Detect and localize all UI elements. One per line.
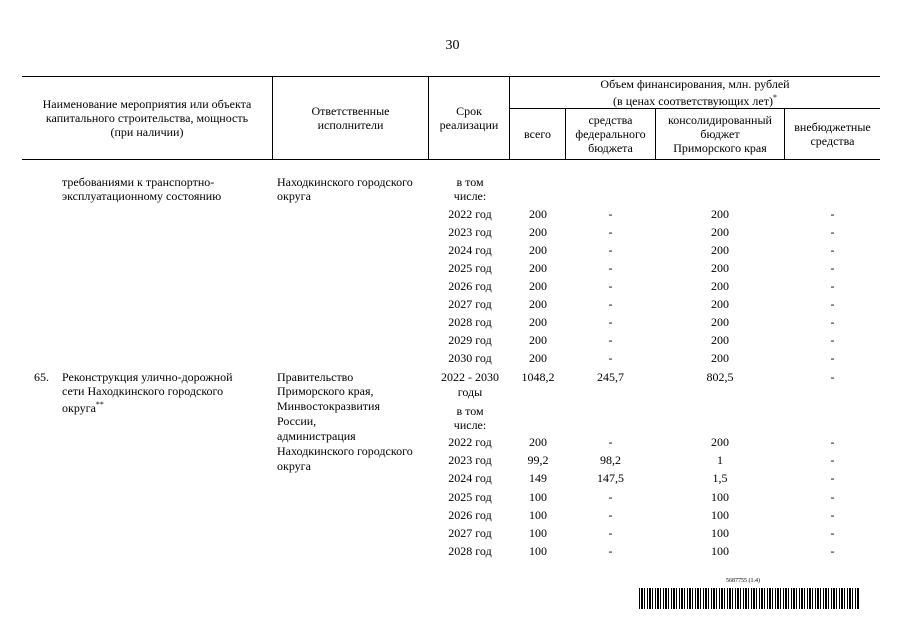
row-year-cell: 2029 год xyxy=(448,333,492,347)
row-extra-cell: - xyxy=(830,279,835,293)
row-regional-cell: 200 xyxy=(711,333,729,347)
header-term: Срок реализации xyxy=(439,104,499,132)
block1-name-line: эксплуатационному состоянию xyxy=(62,189,222,203)
row-regional-cell: 200 xyxy=(711,243,729,257)
block2-summary-federal: 245,7 xyxy=(597,370,624,384)
row-year-cell: 2025 год xyxy=(448,261,492,275)
row-total-cell: 200 xyxy=(529,315,547,329)
block2-responsible-line: округа xyxy=(277,459,311,473)
row-extra-cell: - xyxy=(830,453,835,468)
row-federal-cell: 98,2 xyxy=(600,453,621,468)
row-total-cell: 200 xyxy=(529,435,547,449)
row-federal-cell: - xyxy=(608,315,613,329)
row-federal-cell: 147,5 xyxy=(597,471,624,486)
row-extra-cell: - xyxy=(830,243,835,257)
row-total-cell: 149 xyxy=(529,471,547,486)
row-regional-cell: 1,5 xyxy=(712,471,728,486)
row-year-cell: 2027 год xyxy=(448,526,492,540)
header-federal: средства федерального бюджета xyxy=(575,113,646,155)
block1-responsible-line: округа xyxy=(277,189,311,203)
row-regional-cell: 100 xyxy=(711,526,729,540)
row-regional-cell: 200 xyxy=(711,279,729,293)
block1-name-line: требованиями к транспортно- xyxy=(62,175,215,189)
row-year-cell: 2023 год xyxy=(448,225,492,239)
row-regional-cell: 200 xyxy=(711,351,729,365)
row-total-cell: 100 xyxy=(529,544,547,559)
row-year-cell: 2024 год xyxy=(448,243,492,257)
block2-responsible-line: администрация xyxy=(277,429,356,443)
row-regional-cell: 200 xyxy=(711,225,729,239)
row-extra-cell: - xyxy=(830,315,835,329)
row-extra-cell: - xyxy=(830,225,835,239)
block2-summary-extrabudget: - xyxy=(830,370,835,384)
row-federal-cell: - xyxy=(608,489,613,504)
row-extra-cell: - xyxy=(830,435,835,449)
row-federal-cell: - xyxy=(608,225,613,239)
row-extra-cell: - xyxy=(830,544,835,559)
row-extra-cell: - xyxy=(830,351,835,365)
block2-responsible-line: Приморского края, xyxy=(277,384,374,398)
header-responsible: Ответственные исполнители xyxy=(311,104,390,132)
row-year-cell: 2024 год xyxy=(448,471,492,486)
row-federal-cell: - xyxy=(608,435,613,449)
row-total-cell: 200 xyxy=(529,351,547,365)
block2-including: числе: xyxy=(453,418,487,432)
row-federal-cell: - xyxy=(608,297,613,311)
row-extra-cell: - xyxy=(830,207,835,221)
row-regional-cell: 1 xyxy=(717,453,723,468)
block2-name-line: округа** xyxy=(62,400,104,415)
row-extra-cell: - xyxy=(830,489,835,504)
block2-name-line: сети Находкинского городского xyxy=(62,384,224,398)
row-extra-cell: - xyxy=(830,297,835,311)
block1-including: в том xyxy=(456,175,484,189)
row-federal-cell: - xyxy=(608,507,613,522)
block2-name-line: Реконструкция улично-дорожной xyxy=(62,370,233,384)
row-extra-cell: - xyxy=(830,507,835,522)
block1-including: числе: xyxy=(453,189,487,203)
block2-summary-total: 1048,2 xyxy=(521,370,555,384)
header-financing: Объем финансирования, млн. рублей (в ценах соответствующих лет)* xyxy=(600,77,790,108)
row-federal-cell: - xyxy=(608,243,613,257)
row-total-cell: 200 xyxy=(529,243,547,257)
row-regional-cell: 200 xyxy=(711,435,729,449)
block2-summary-regional: 802,5 xyxy=(706,370,734,384)
row-extra-cell: - xyxy=(830,526,835,540)
block2-responsible-line: Минвостокразвития xyxy=(277,399,380,413)
row-total-cell: 200 xyxy=(529,207,547,221)
row-year-cell: 2022 год xyxy=(448,207,492,221)
block2-responsible-line: России, xyxy=(277,414,317,428)
row-total-cell: 200 xyxy=(529,333,547,347)
row-year-cell: 2023 год xyxy=(448,453,492,468)
block2-including: в том xyxy=(456,404,484,418)
page-number: 30 xyxy=(445,38,460,53)
barcode xyxy=(639,588,859,609)
row-federal-cell: - xyxy=(608,351,613,365)
row-extra-cell: - xyxy=(830,261,835,275)
block2-period: 2022 - 2030 xyxy=(441,370,499,384)
header-extrabudget: внебюджетные средства xyxy=(794,120,871,148)
row-total-cell: 200 xyxy=(529,279,547,293)
row-year-cell: 2026 год xyxy=(448,507,492,522)
row-federal-cell: - xyxy=(608,207,613,221)
row-year-cell: 2022 год xyxy=(448,435,492,449)
item-number: 65. xyxy=(34,370,49,384)
row-regional-cell: 100 xyxy=(711,489,729,504)
block2-responsible-line: Правительство xyxy=(277,370,354,384)
header-regional: консолидированный бюджет Приморского края xyxy=(668,113,772,155)
barcode-number: 5687755 (1.4) xyxy=(726,578,760,584)
row-regional-cell: 200 xyxy=(711,315,729,329)
header-name: Наименование мероприятия или объекта капитального строительства, мощность (при наличии) xyxy=(42,97,252,139)
block2-period: годы xyxy=(457,385,483,399)
header-bottom-border xyxy=(22,159,880,160)
row-total-cell: 100 xyxy=(529,507,547,522)
row-regional-cell: 200 xyxy=(711,261,729,275)
row-federal-cell: - xyxy=(608,526,613,540)
header-total: всего xyxy=(523,127,552,141)
row-year-cell: 2025 год xyxy=(448,489,492,504)
row-federal-cell: - xyxy=(608,279,613,293)
row-total-cell: 99,2 xyxy=(527,453,549,468)
row-total-cell: 200 xyxy=(529,225,547,239)
row-extra-cell: - xyxy=(830,333,835,347)
row-year-cell: 2027 год xyxy=(448,297,492,311)
block1-responsible-line: Находкинского городского xyxy=(277,175,413,189)
row-year-cell: 2026 год xyxy=(448,279,492,293)
row-regional-cell: 200 xyxy=(711,207,729,221)
row-regional-cell: 100 xyxy=(711,544,729,559)
row-total-cell: 200 xyxy=(529,261,547,275)
row-federal-cell: - xyxy=(608,544,613,559)
row-year-cell: 2030 год xyxy=(448,351,492,365)
block2-responsible-line: Находкинского городского xyxy=(277,444,413,458)
row-year-cell: 2028 год xyxy=(448,544,492,559)
row-total-cell: 100 xyxy=(529,489,547,504)
row-total-cell: 200 xyxy=(529,297,547,311)
row-federal-cell: - xyxy=(608,333,613,347)
row-regional-cell: 200 xyxy=(711,297,729,311)
row-federal-cell: - xyxy=(608,261,613,275)
row-extra-cell: - xyxy=(830,471,835,486)
row-regional-cell: 100 xyxy=(711,507,729,522)
row-total-cell: 100 xyxy=(529,526,547,540)
row-year-cell: 2028 год xyxy=(448,315,492,329)
